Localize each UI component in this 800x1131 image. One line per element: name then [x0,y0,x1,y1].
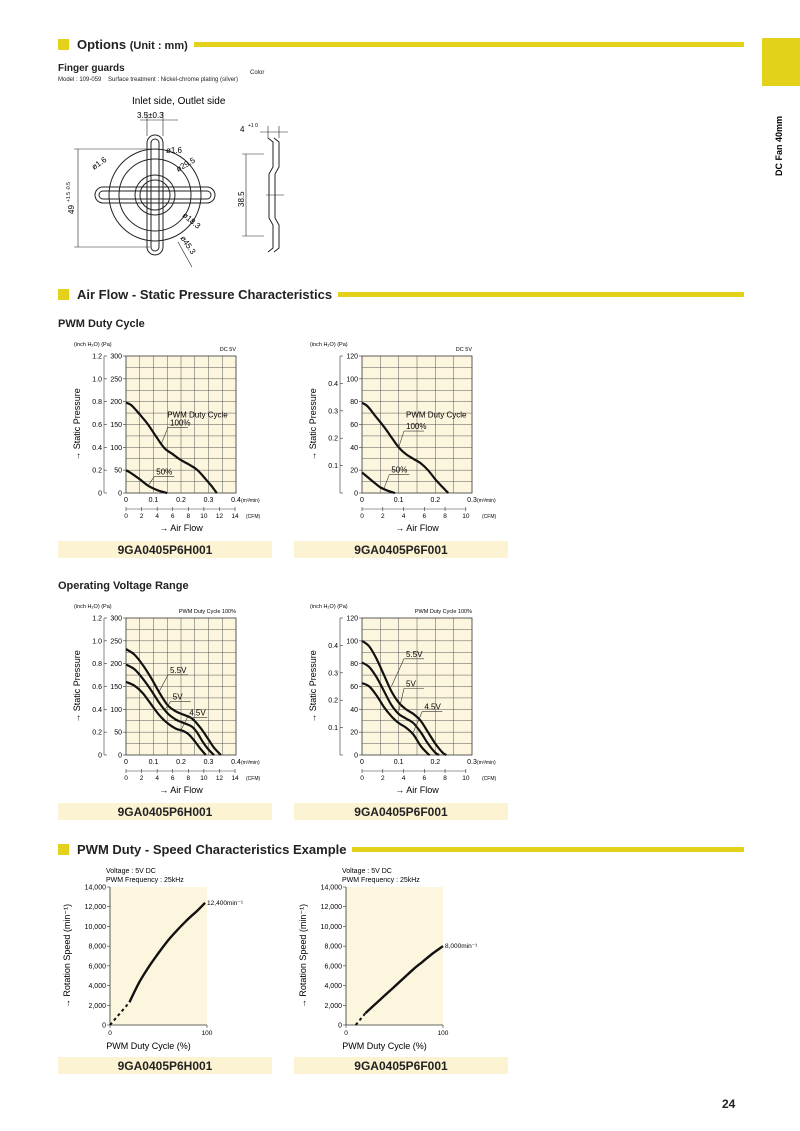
inch-tick-label: 0.6 [92,684,102,691]
y-tick-label: 150 [110,422,122,429]
inch-tick-label: 0.3 [328,670,338,678]
options-header [58,36,744,52]
cfm-tick-label: 6 [170,775,175,782]
cfm-tick-label: 8 [186,775,191,782]
guard-side-view [266,138,284,252]
inch-tick-label: 0 [98,752,102,760]
cfm-tick-label: 2 [139,513,144,520]
section-rule [352,847,744,852]
cfm-tick-label: 12 [215,513,224,520]
inch-tick-label: 0.4 [328,380,338,388]
drawing-caption: Inlet side, Outlet side [132,96,226,107]
cfm-tick-label: 14 [231,513,239,520]
inch-tick-label: 0.2 [92,729,102,737]
chart-top-right: PWM Duty Cycle 100% [178,609,236,615]
model-label-volt-h: 9GA0405P6H001 [58,803,272,820]
y-tick-label: 2,000 [324,1002,342,1010]
y-axis-label: → Static Pressure [72,650,82,723]
chart-annotation: PWM Duty Cycle [167,410,228,420]
chart-top-line: PWM Frequency : 25kHz [106,877,184,884]
y-tick-label: 0 [118,752,122,760]
cfm-tick-label: 8 [186,513,191,520]
inch-tick-label: 0.8 [92,661,102,669]
dim-d453: ø45.3 [178,233,198,256]
color-label: Color [250,70,265,76]
y-tick-label: 0 [102,1022,106,1030]
volt-f-chart [294,598,509,798]
dim-4: 4 [240,125,245,134]
x-tick-label: 0 [108,1030,112,1037]
x-tick-label: 0.1 [148,497,159,504]
x-axis-label: → Air Flow [159,785,203,795]
speed-title: PWM Duty - Speed Characteristics Example [77,841,347,857]
pwm-h-chart [58,336,273,536]
cfm-unit-label: (CFM) [482,514,497,520]
x-tick-label: 0.3 [467,497,477,504]
airflow-header [58,286,744,302]
y-tick-label: 0 [338,1022,342,1030]
chart-top-right: PWM Duty Cycle 100% [414,609,472,615]
y-tick-label: 60 [350,422,358,429]
series-label: 4.5V [189,708,206,718]
y-tick-label: 100 [346,376,358,384]
cfm-tick-label: 4 [401,775,406,782]
speed-f-chart [294,862,509,1054]
y-tick-label: 8,000 [324,943,342,951]
y-tick-label: 250 [110,638,122,646]
y-tick-label: 200 [110,399,122,407]
y-axis-label: → Rotation Speed (min⁻¹) [298,903,308,1009]
y-tick-label: 12,000 [84,904,106,912]
x-tick-label: 0.2 [176,759,186,766]
finger-guards-heading: Finger guards [58,63,125,74]
inch-tick-label: 0.4 [328,642,338,650]
y-tick-label: 80 [350,399,358,407]
y-tick-label: 300 [110,353,122,361]
inch-tick-label: 0.3 [328,408,338,416]
x-tick-label: 0.1 [393,759,404,766]
x-tick-label: 100 [201,1030,213,1037]
cfm-tick-label: 14 [231,775,239,782]
chart-top-left: (inch H₂O) (Pa) [310,342,348,348]
y-tick-label: 50 [114,729,122,737]
dim-49-tol: +1.5 -0.5 [66,182,72,202]
cfm-tick-label: 0 [360,513,364,520]
y-tick-label: 100 [110,444,122,452]
series-label: 5V [172,692,183,702]
series-label: 5V [406,679,416,689]
x-tick-label: 0 [124,497,128,504]
speed-h-chart [58,862,273,1054]
cfm-tick-label: 10 [462,513,470,520]
inch-tick-label: 0.1 [328,463,338,471]
chart-top-left: (inch H₂O) (Pa) [74,604,112,610]
y-tick-label: 10,000 [84,923,106,931]
cfm-tick-label: 0 [124,513,128,520]
x-tick-label: 0.3 [203,759,214,766]
y-tick-label: 0 [354,752,358,760]
chart-top-left: (inch H₂O) (Pa) [74,342,112,348]
inch-tick-label: 1.0 [92,376,102,384]
inch-tick-label: 0.2 [328,435,338,443]
x-tick-label: 0.2 [430,497,441,504]
x-tick-label: 0.2 [176,497,186,504]
series-label: 4.5V [424,702,441,712]
model-label-speed-f: 9GA0405P6F001 [294,1057,508,1074]
model-label-pwm-f: 9GA0405P6F001 [294,541,508,558]
x-unit-label: (m³/min) [477,760,496,766]
finger-guard-drawing [60,92,300,272]
y-tick-label: 20 [350,729,358,737]
cfm-tick-label: 2 [380,513,385,520]
y-tick-label: 4,000 [88,983,106,991]
cfm-unit-label: (CFM) [482,776,497,782]
x-unit-label: (m³/min) [241,498,260,504]
cfm-tick-label: 6 [170,513,175,520]
series-label: 5.5V [170,665,187,675]
inch-tick-label: 1.0 [92,638,102,646]
page-number: 24 [722,1097,736,1111]
y-tick-label: 20 [350,467,358,475]
cfm-tick-label: 6 [422,775,427,782]
y-tick-label: 14,000 [320,884,342,892]
inch-tick-label: 0.4 [92,706,102,714]
dim-d16-b: ø1.6 [89,155,109,172]
chart-top-right: DC 5V [219,347,236,353]
x-tick-label: 0.3 [467,759,477,766]
cfm-tick-label: 4 [401,513,406,520]
y-tick-label: 120 [346,353,358,361]
cfm-tick-label: 8 [443,775,447,782]
y-tick-label: 200 [110,661,122,669]
y-tick-label: 8,000 [88,943,106,951]
y-axis-label: → Static Pressure [72,388,82,461]
voltage-range-heading: Operating Voltage Range [58,580,189,592]
chart-top-right: DC 5V [455,347,472,353]
cfm-tick-label: 0 [360,775,364,782]
y-tick-label: 60 [350,684,358,691]
section-rule [338,292,744,297]
y-tick-label: 10,000 [320,923,342,931]
inch-tick-label: 0 [98,490,102,498]
side-tab-label [772,88,786,178]
x-tick-label: 0 [360,497,364,504]
inch-tick-label: 1.2 [92,615,102,623]
inch-tick-label: 0.1 [328,725,338,733]
y-tick-label: 6,000 [324,963,342,971]
x-tick-label: 0.2 [430,759,441,766]
series-label: 50% [391,465,408,475]
y-tick-label: 250 [110,376,122,384]
x-tick-label: 0 [344,1030,348,1037]
pwm-duty-heading: PWM Duty Cycle [58,318,145,330]
dim-49: 49 [67,205,76,214]
plot-area [110,887,207,1025]
y-tick-label: 40 [350,444,358,452]
cfm-tick-label: 10 [200,775,208,782]
inch-tick-label: 0.8 [92,399,102,407]
x-tick-label: 0.4 [231,759,241,766]
y-tick-label: 100 [346,638,358,646]
inch-tick-label: 0.6 [92,422,102,429]
speed-end-label: 8,000min⁻¹ [445,943,478,951]
section-marker-icon [58,844,69,855]
airflow-title: Air Flow - Static Pressure Characteristics [77,286,333,302]
x-axis-label: PWM Duty Cycle (%) [342,1041,427,1051]
y-axis-label: → Static Pressure [308,650,318,723]
x-axis-label: → Air Flow [395,523,439,533]
dim-d295: ø29.5 [174,155,197,174]
cfm-tick-label: 4 [155,775,159,782]
y-tick-label: 300 [110,615,122,623]
cfm-tick-label: 2 [139,775,144,782]
y-tick-label: 100 [110,706,122,714]
speed-end-label: 12,400min⁻¹ [207,899,244,907]
y-tick-label: 12,000 [320,904,342,912]
volt-h-chart [58,598,273,798]
y-tick-label: 50 [114,467,122,475]
cfm-tick-label: 10 [200,513,208,520]
y-tick-label: 120 [346,615,358,623]
inch-tick-label: 0.2 [92,467,102,475]
inch-tick-label: 0.2 [328,697,338,705]
options-title: Options (Unit : mm) [77,36,188,52]
side-dimension-lines [242,126,288,236]
x-axis-label: → Air Flow [395,785,439,795]
side-tab-text: DC Fan 40mm [774,115,784,176]
x-tick-label: 0 [360,759,364,766]
y-tick-label: 0 [118,490,122,498]
x-tick-label: 0.4 [231,497,241,504]
dim-d16-a: ø1.6 [166,146,183,155]
dim-d183: ø18.3 [180,210,203,231]
section-marker-icon [58,39,69,50]
surface-line: Surface treatment : Nickel-chrome plating (silver) [108,77,239,83]
x-tick-label: 0.1 [148,759,159,766]
series-label: 50% [156,467,173,477]
y-tick-label: 4,000 [324,983,342,991]
cfm-tick-label: 8 [443,513,447,520]
inch-tick-label: 1.2 [92,353,102,361]
guard-front-view [95,135,215,255]
section-rule [194,42,744,47]
cfm-tick-label: 10 [462,775,470,782]
dim-4-tol: +1 0 [248,123,258,129]
chart-top-left: (inch H₂O) (Pa) [310,604,348,610]
section-marker-icon [58,289,69,300]
cfm-unit-label: (CFM) [246,514,261,520]
y-tick-label: 40 [350,706,358,714]
y-tick-label: 14,000 [84,884,106,892]
y-axis-label: → Static Pressure [308,388,318,461]
series-label: 100% [406,422,427,432]
y-tick-label: 2,000 [88,1002,106,1010]
chart-top-line: PWM Frequency : 25kHz [342,877,420,884]
model-label-volt-f: 9GA0405P6F001 [294,803,508,820]
x-tick-label: 0.3 [203,497,214,504]
series-label: 100% [170,418,191,428]
cfm-unit-label: (CFM) [246,776,261,782]
model-label-pwm-h: 9GA0405P6H001 [58,541,272,558]
x-axis-label: PWM Duty Cycle (%) [106,1041,191,1051]
pwm-f-chart [294,336,509,536]
inch-tick-label: 0.4 [92,444,102,452]
x-tick-label: 100 [437,1030,449,1037]
chart-top-line: Voltage : 5V DC [106,868,156,875]
model-label-speed-h: 9GA0405P6H001 [58,1057,272,1074]
series-label: 5.5V [406,649,423,659]
chart-annotation: PWM Duty Cycle [406,410,467,420]
y-tick-label: 0 [354,490,358,498]
dim-width: 3.5±0.3 [137,111,164,120]
model-line: Model : 109-059 [58,77,102,83]
y-axis-label: → Rotation Speed (min⁻¹) [62,903,72,1009]
speed-header [58,841,744,857]
y-tick-label: 150 [110,684,122,691]
y-tick-label: 80 [350,661,358,669]
x-tick-label: 0 [124,759,128,766]
x-tick-label: 0.1 [393,497,404,504]
cfm-tick-label: 6 [422,513,427,520]
dim-385: 38.5 [237,191,246,207]
x-unit-label: (m³/min) [477,498,496,504]
cfm-tick-label: 2 [380,775,385,782]
options-unit: (Unit : mm) [129,39,188,52]
cfm-tick-label: 12 [215,775,224,782]
chart-top-line: Voltage : 5V DC [342,868,392,875]
x-axis-label: → Air Flow [159,523,203,533]
x-unit-label: (m³/min) [241,760,260,766]
cfm-tick-label: 4 [155,513,159,520]
y-tick-label: 6,000 [88,963,106,971]
side-tab [762,38,800,86]
cfm-tick-label: 0 [124,775,128,782]
